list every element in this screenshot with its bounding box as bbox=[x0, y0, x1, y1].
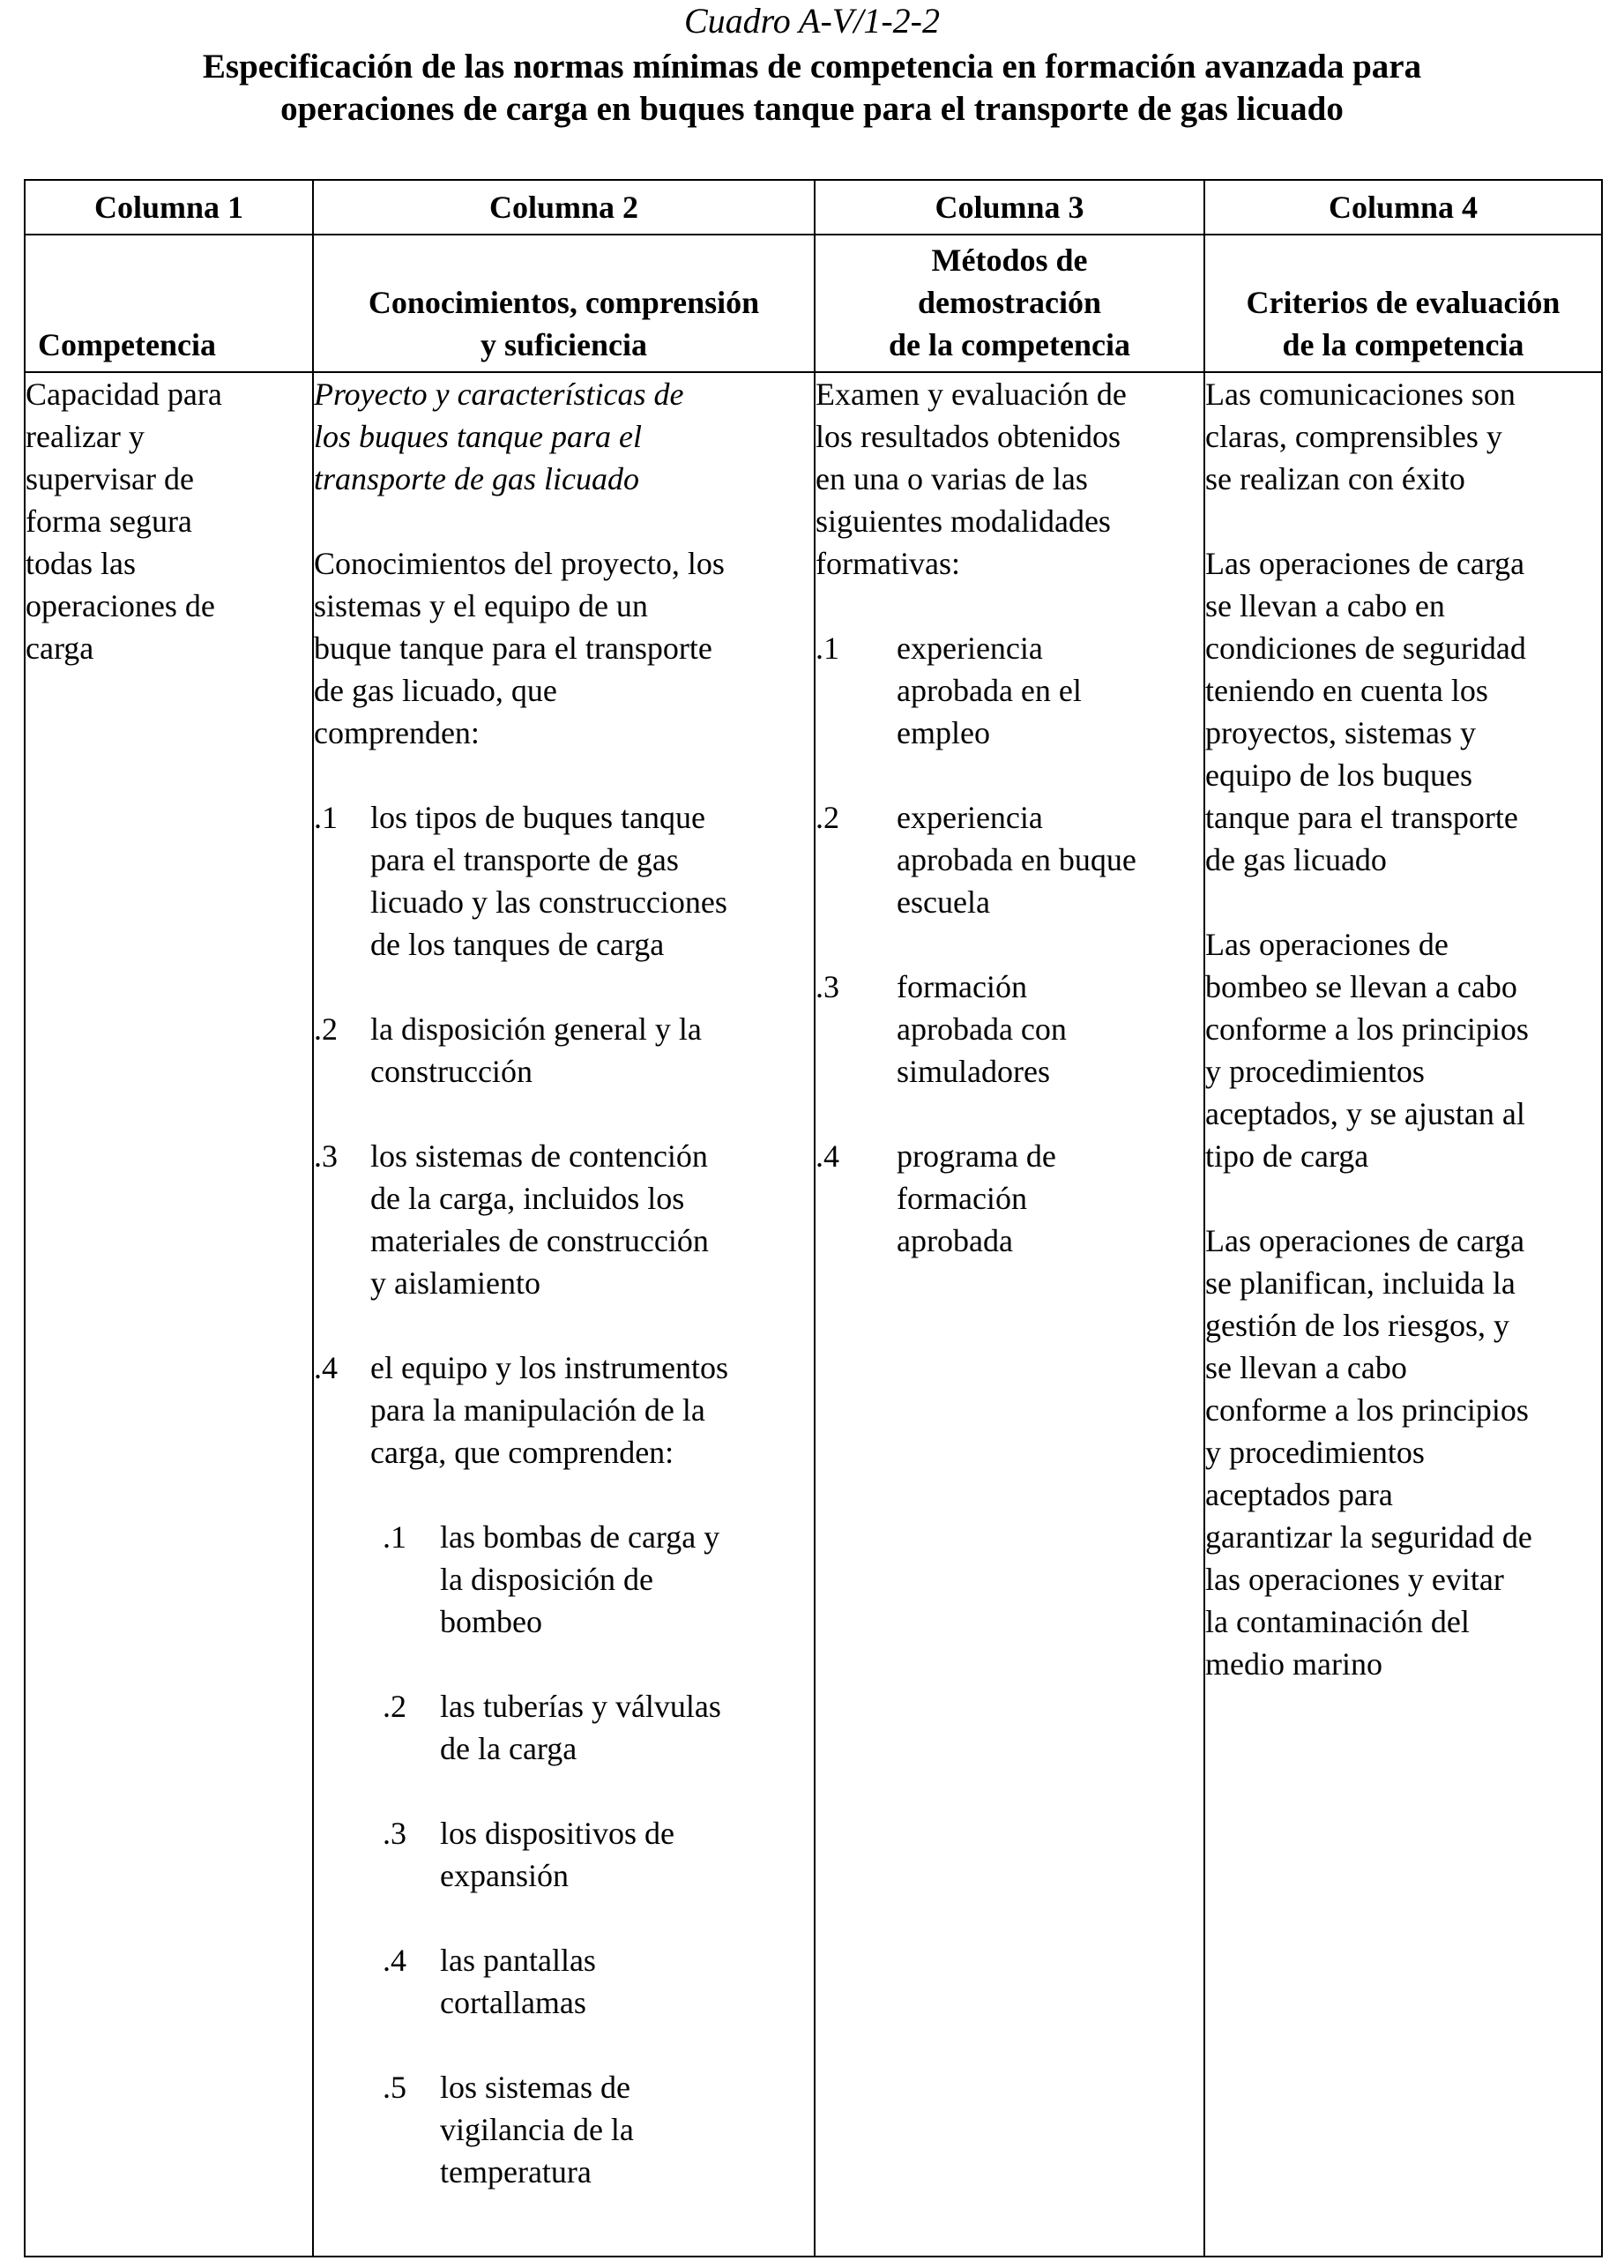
text-line: proyectos, sistemas y bbox=[1205, 715, 1476, 750]
text-line: se llevan a cabo bbox=[1205, 1350, 1407, 1385]
text-line: Las operaciones de carga bbox=[1205, 546, 1525, 581]
list-item bbox=[816, 1135, 1203, 1262]
text-line: de la carga bbox=[440, 1731, 577, 1766]
text-line: y aislamiento bbox=[370, 1265, 540, 1301]
text-line: tanque para el transporte bbox=[1205, 800, 1518, 835]
text-line: forma segura bbox=[26, 504, 192, 539]
text-line: de gas licuado, que bbox=[314, 673, 557, 708]
text-line: Las operaciones de carga bbox=[1205, 1223, 1525, 1258]
column-header-knowledge bbox=[313, 235, 815, 372]
text-line: experiencia bbox=[897, 800, 1043, 835]
text-line: la contaminación del bbox=[1205, 1604, 1470, 1639]
list-item bbox=[314, 1347, 814, 1473]
text-line: comprenden: bbox=[314, 715, 480, 750]
column-number-row bbox=[25, 180, 1602, 235]
item-number: .4 bbox=[383, 1943, 406, 1978]
list-item bbox=[314, 1135, 814, 1304]
text-line: los dispositivos de bbox=[440, 1816, 675, 1851]
text-line: licuado y las construcciones bbox=[370, 884, 727, 920]
text-line: en una o varias de las bbox=[816, 461, 1088, 496]
item-number: .3 bbox=[314, 1138, 338, 1174]
text-line: cortallamas bbox=[440, 1985, 586, 2020]
text-line: transporte de gas licuado bbox=[314, 461, 639, 496]
text-line: materiales de construcción bbox=[370, 1223, 709, 1258]
sub-list-item bbox=[383, 2066, 814, 2193]
text-line: aprobada con bbox=[897, 1011, 1067, 1047]
text-line: Examen y evaluación de bbox=[816, 377, 1127, 412]
text-line: la disposición general y la bbox=[370, 1011, 702, 1047]
sub-list bbox=[314, 1516, 814, 2193]
header-line: de la competencia bbox=[1282, 327, 1524, 362]
item-number: .5 bbox=[383, 2070, 406, 2105]
item-number: .1 bbox=[314, 800, 338, 835]
text-line: vigilancia de la bbox=[440, 2112, 634, 2147]
document-title bbox=[0, 46, 1624, 131]
document-title-line: Especificación de las normas mínimas de competencia en formación avanzada para bbox=[202, 48, 1422, 86]
text-line: claras, comprensibles y bbox=[1205, 419, 1502, 454]
text-line: construcción bbox=[370, 1054, 533, 1089]
item-number: .2 bbox=[816, 800, 839, 835]
text-line: garantizar la seguridad de bbox=[1205, 1519, 1532, 1555]
text-line: aceptados para bbox=[1205, 1477, 1393, 1512]
text-line: para la manipulación de la bbox=[370, 1392, 705, 1428]
text-line: programa de bbox=[897, 1138, 1056, 1174]
text-line: se planifican, incluida la bbox=[1205, 1265, 1516, 1301]
text-line: de la carga, incluidos los bbox=[370, 1181, 685, 1216]
column-header-competence bbox=[25, 235, 313, 372]
text-line: conforme a los principios bbox=[1205, 1392, 1529, 1428]
text-line: y procedimientos bbox=[1205, 1054, 1425, 1089]
text-line: bombeo bbox=[440, 1604, 542, 1639]
item-number: .2 bbox=[383, 1689, 406, 1724]
text-line: buque tanque para el transporte bbox=[314, 630, 712, 666]
header-line: de la competencia bbox=[889, 327, 1130, 362]
text-line: de los tanques de carga bbox=[370, 927, 665, 962]
list-item bbox=[314, 1008, 814, 1093]
text-line: siguientes modalidades bbox=[816, 504, 1111, 539]
text-line: los sistemas de contención bbox=[370, 1138, 708, 1174]
sub-list-item bbox=[383, 1812, 814, 1897]
column-number-2: Columna 2 bbox=[313, 180, 815, 235]
text-line: de gas licuado bbox=[1205, 842, 1387, 877]
text-line: se realizan con éxito bbox=[1205, 461, 1465, 496]
column-number-3: Columna 3 bbox=[815, 180, 1204, 235]
criteria-paragraph bbox=[1205, 373, 1601, 500]
column-number-4: Columna 4 bbox=[1204, 180, 1602, 235]
table-caption: Cuadro A-V/1-2-2 bbox=[684, 1, 940, 41]
item-number: .3 bbox=[383, 1816, 406, 1851]
text-line: equipo de los buques bbox=[1205, 757, 1472, 793]
text-line: Las operaciones de bbox=[1205, 927, 1449, 962]
text-line: simuladores bbox=[897, 1054, 1050, 1089]
text-line: realizar y bbox=[26, 419, 145, 454]
section-subtitle bbox=[314, 373, 814, 500]
column-header-row bbox=[25, 235, 1602, 372]
methods-cell bbox=[815, 372, 1204, 2257]
text-line: todas las bbox=[26, 546, 136, 581]
list-item bbox=[816, 796, 1203, 923]
text-line: la disposición de bbox=[440, 1562, 653, 1597]
column-header-methods bbox=[815, 235, 1204, 372]
criteria-paragraph bbox=[1205, 923, 1601, 1177]
text-line: para el transporte de gas bbox=[370, 842, 679, 877]
text-line: formativas: bbox=[816, 546, 960, 581]
column-number-1: Columna 1 bbox=[25, 180, 313, 235]
text-line: supervisar de bbox=[26, 461, 194, 496]
text-line: el equipo y los instrumentos bbox=[370, 1350, 728, 1385]
text-line: aceptados, y se ajustan al bbox=[1205, 1096, 1525, 1131]
competence-cell bbox=[25, 372, 313, 2257]
text-line: operaciones de bbox=[26, 588, 215, 623]
item-number: .2 bbox=[314, 1011, 338, 1047]
text-line: y procedimientos bbox=[1205, 1435, 1425, 1470]
sub-list-item bbox=[383, 1685, 814, 1770]
text-line: tipo de carga bbox=[1205, 1138, 1369, 1174]
text-line: las bombas de carga y bbox=[440, 1519, 720, 1555]
list-item bbox=[816, 966, 1203, 1093]
list-item bbox=[816, 627, 1203, 754]
header-line: Conocimientos, comprensión bbox=[368, 285, 760, 320]
item-number: .1 bbox=[383, 1519, 406, 1555]
text-line: aprobada bbox=[897, 1223, 1013, 1258]
text-line: sistemas y el equipo de un bbox=[314, 588, 648, 623]
text-line: las pantallas bbox=[440, 1943, 596, 1978]
item-number: .3 bbox=[816, 969, 839, 1004]
text-line: formación bbox=[897, 1181, 1027, 1216]
text-line: Conocimientos del proyecto, los bbox=[314, 546, 725, 581]
text-line: carga bbox=[26, 630, 94, 666]
sub-list-item bbox=[383, 1939, 814, 2024]
text-line: expansión bbox=[440, 1858, 569, 1893]
item-number: .1 bbox=[816, 630, 839, 666]
text-line: aprobada en el bbox=[897, 673, 1082, 708]
text-line: aprobada en buque bbox=[897, 842, 1136, 877]
column-header-criteria bbox=[1204, 235, 1602, 372]
text-line: se llevan a cabo en bbox=[1205, 588, 1445, 623]
header-line: Competencia bbox=[38, 327, 216, 362]
text-line: los sistemas de bbox=[440, 2070, 630, 2105]
criteria-paragraph bbox=[1205, 542, 1601, 881]
text-line: formación bbox=[897, 969, 1027, 1004]
header-line: demostración bbox=[918, 285, 1101, 320]
text-line: Las comunicaciones son bbox=[1205, 377, 1516, 412]
text-line: escuela bbox=[897, 884, 990, 920]
text-line: teniendo en cuenta los bbox=[1205, 673, 1488, 708]
header-line: y suficiencia bbox=[480, 327, 647, 362]
content-row bbox=[25, 372, 1602, 2257]
text-line: conforme a los principios bbox=[1205, 1011, 1529, 1047]
text-line: Capacidad para bbox=[26, 377, 222, 412]
item-number: .4 bbox=[816, 1138, 839, 1174]
knowledge-cell bbox=[313, 372, 815, 2257]
text-line: gestión de los riesgos, y bbox=[1205, 1308, 1509, 1343]
list-item bbox=[314, 796, 814, 966]
intro-paragraph bbox=[314, 542, 814, 754]
text-line: los resultados obtenidos bbox=[816, 419, 1121, 454]
item-number: .4 bbox=[314, 1350, 338, 1385]
header-line: Métodos de bbox=[931, 242, 1088, 278]
criteria-cell bbox=[1204, 372, 1602, 2257]
text-line: carga, que comprenden: bbox=[370, 1435, 674, 1470]
text-line: los buques tanque para el bbox=[314, 419, 642, 454]
text-line: temperatura bbox=[440, 2154, 592, 2190]
text-line: bombeo se llevan a cabo bbox=[1205, 969, 1517, 1004]
text-line: Proyecto y características de bbox=[314, 377, 684, 412]
sub-list-item bbox=[383, 1516, 814, 1643]
text-line: las tuberías y válvulas bbox=[440, 1689, 721, 1724]
document-header bbox=[0, 0, 1624, 131]
text-line: las operaciones y evitar bbox=[1205, 1562, 1504, 1597]
intro-paragraph bbox=[816, 373, 1203, 585]
header-line: Criterios de evaluación bbox=[1246, 285, 1561, 320]
text-line: empleo bbox=[897, 715, 990, 750]
criteria-paragraph bbox=[1205, 1220, 1601, 1685]
text-line: condiciones de seguridad bbox=[1205, 630, 1526, 666]
text-line: los tipos de buques tanque bbox=[370, 800, 705, 835]
text-line: experiencia bbox=[897, 630, 1043, 666]
document-title-line: operaciones de carga en buques tanque para el transporte de gas licuado bbox=[280, 90, 1344, 128]
competence-table bbox=[24, 179, 1603, 2257]
text-line: medio marino bbox=[1205, 1646, 1382, 1682]
